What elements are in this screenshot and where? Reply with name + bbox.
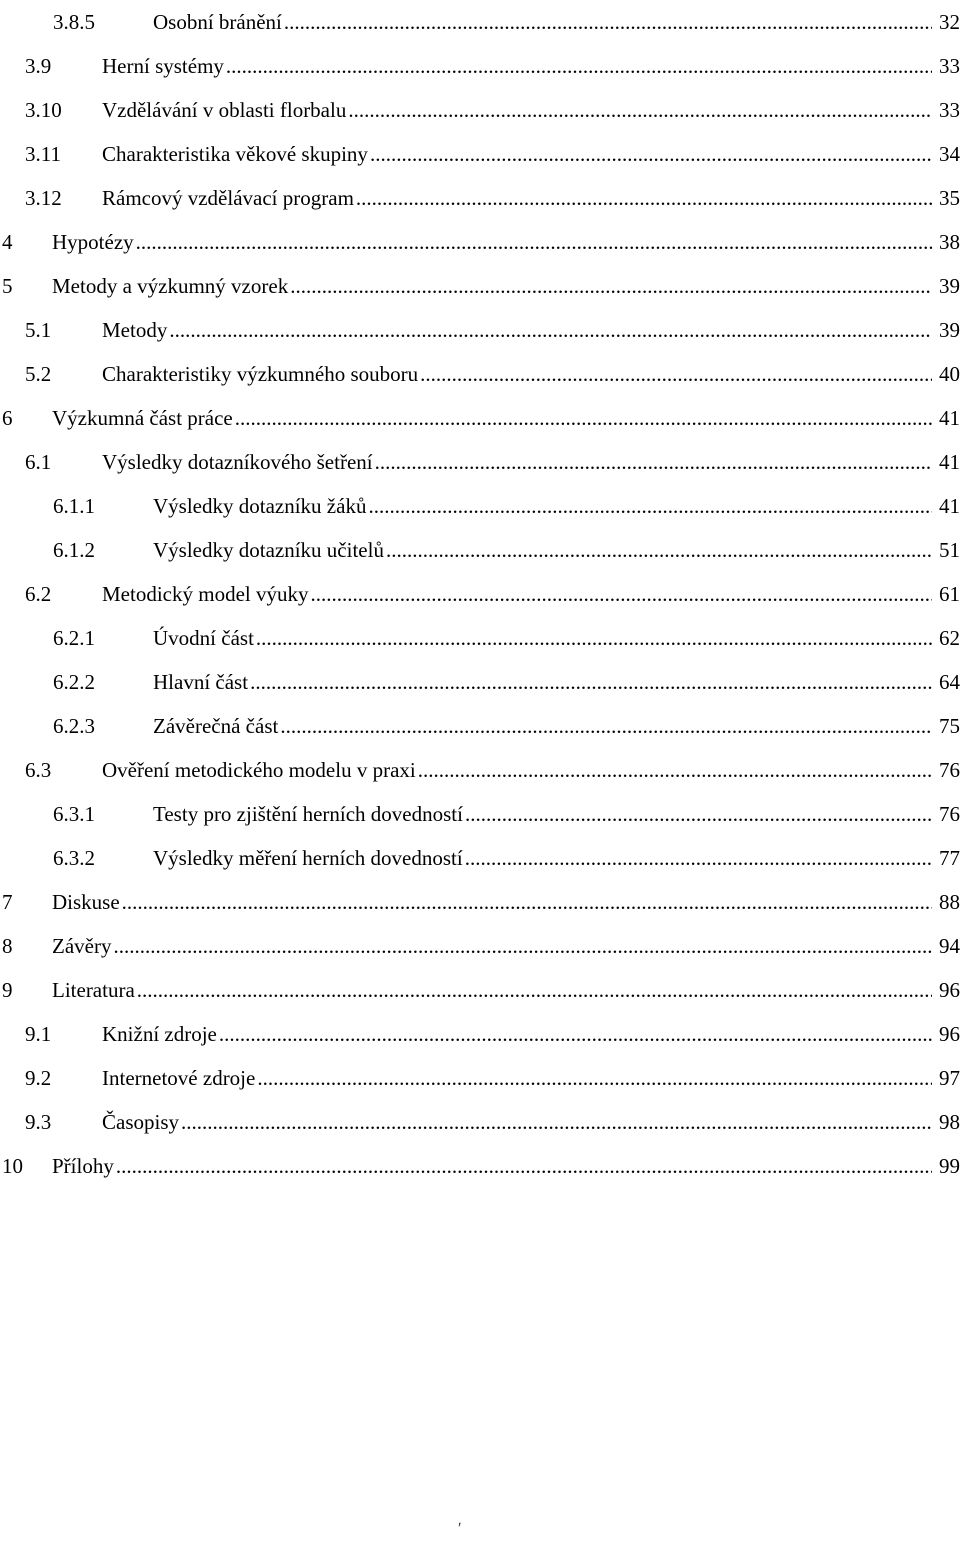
toc-entry[interactable] bbox=[0, 792, 960, 836]
toc-entry-number: 8 bbox=[2, 933, 13, 958]
toc-entry-number: 6.2.2 bbox=[53, 669, 95, 694]
toc-dot-leader bbox=[219, 1022, 932, 1047]
toc-entry-page-number: 64 bbox=[939, 669, 960, 694]
toc-entry-title: Literatura bbox=[52, 977, 135, 1002]
toc-entry-page-number: 39 bbox=[939, 273, 960, 298]
toc-entry-page-number: 35 bbox=[939, 185, 960, 210]
toc-entry[interactable] bbox=[0, 748, 960, 792]
toc-dot-leader bbox=[356, 186, 932, 211]
toc-entry[interactable] bbox=[0, 968, 960, 1012]
toc-entry-page-number: 34 bbox=[939, 141, 960, 166]
toc-dot-leader bbox=[226, 54, 932, 79]
toc-entry-title: Herní systémy bbox=[102, 53, 224, 78]
toc-entry-number: 6.3.2 bbox=[53, 845, 95, 870]
toc-entry-page-number: 61 bbox=[939, 581, 960, 606]
toc-dot-leader bbox=[418, 758, 932, 783]
toc-entry-number: 3.9 bbox=[25, 53, 52, 78]
toc-entry-title: Vzdělávání v oblasti florbalu bbox=[102, 97, 347, 122]
toc-dot-leader bbox=[465, 802, 932, 827]
toc-entry[interactable] bbox=[0, 396, 960, 440]
toc-entry-number: 4 bbox=[2, 229, 13, 254]
toc-dot-leader bbox=[348, 98, 932, 123]
toc-entry-title: Charakteristika věkové skupiny bbox=[102, 141, 368, 166]
toc-entry-number: 9.2 bbox=[25, 1065, 52, 1090]
toc-dot-leader bbox=[368, 494, 932, 519]
toc-entry-title: Výsledky měření herních dovedností bbox=[153, 845, 463, 870]
toc-entry-page-number: 33 bbox=[939, 97, 960, 122]
toc-dot-leader bbox=[310, 582, 932, 607]
toc-entry-number: 6.3 bbox=[25, 757, 52, 782]
toc-dot-leader bbox=[122, 890, 932, 915]
toc-entry-page-number: 96 bbox=[939, 977, 960, 1002]
page-footer-mark: ʹ bbox=[458, 1520, 462, 1537]
toc-entry-page-number: 39 bbox=[939, 317, 960, 342]
toc-entry[interactable] bbox=[0, 1100, 960, 1144]
toc-entry[interactable] bbox=[0, 440, 960, 484]
toc-dot-leader bbox=[113, 934, 932, 959]
toc-dot-leader bbox=[284, 10, 932, 35]
toc-entry-title: Internetové zdroje bbox=[102, 1065, 256, 1090]
toc-entry-number: 3.11 bbox=[25, 141, 61, 166]
toc-entry-title: Závěrečná část bbox=[153, 713, 279, 738]
toc-entry-title: Charakteristiky výzkumného souboru bbox=[102, 361, 419, 386]
toc-entry[interactable] bbox=[0, 836, 960, 880]
toc-entry-number: 3.10 bbox=[25, 97, 62, 122]
toc-entry[interactable] bbox=[0, 1056, 960, 1100]
toc-entry-number: 6.1.1 bbox=[53, 493, 95, 518]
toc-entry-page-number: 38 bbox=[939, 229, 960, 254]
toc-entry-title: Knižní zdroje bbox=[102, 1021, 217, 1046]
toc-entry[interactable] bbox=[0, 132, 960, 176]
toc-entry-page-number: 32 bbox=[939, 9, 960, 34]
toc-entry-title: Hypotézy bbox=[52, 229, 134, 254]
toc-entry[interactable] bbox=[0, 88, 960, 132]
toc-entry-title: Diskuse bbox=[52, 889, 120, 914]
toc-entry-page-number: 51 bbox=[939, 537, 960, 562]
toc-dot-leader bbox=[169, 318, 932, 343]
toc-entry[interactable] bbox=[0, 1012, 960, 1056]
toc-dot-leader bbox=[116, 1154, 932, 1179]
toc-entry-page-number: 99 bbox=[939, 1153, 960, 1178]
toc-entry-page-number: 33 bbox=[939, 53, 960, 78]
toc-entry-title: Metody bbox=[102, 317, 168, 342]
toc-dot-leader bbox=[136, 230, 932, 255]
toc-entry-page-number: 62 bbox=[939, 625, 960, 650]
toc-dot-leader bbox=[290, 274, 932, 299]
toc-entry-title: Závěry bbox=[52, 933, 112, 958]
toc-entry[interactable] bbox=[0, 880, 960, 924]
toc-entry-title: Rámcový vzdělávací program bbox=[102, 185, 354, 210]
toc-entry-title: Výzkumná část práce bbox=[52, 405, 233, 430]
toc-entry-page-number: 94 bbox=[939, 933, 960, 958]
toc-entry-title: Metodický model výuky bbox=[102, 581, 309, 606]
toc-dot-leader bbox=[420, 362, 932, 387]
toc-entry[interactable] bbox=[0, 660, 960, 704]
toc-entry[interactable] bbox=[0, 616, 960, 660]
toc-entry-number: 5 bbox=[2, 273, 13, 298]
toc-entry-page-number: 40 bbox=[939, 361, 960, 386]
toc-entry-number: 5.2 bbox=[25, 361, 52, 386]
toc-dot-leader bbox=[386, 538, 932, 563]
toc-dot-leader bbox=[235, 406, 932, 431]
toc-entry[interactable] bbox=[0, 352, 960, 396]
toc-entry-number: 5.1 bbox=[25, 317, 52, 342]
toc-entry[interactable] bbox=[0, 176, 960, 220]
toc-dot-leader bbox=[280, 714, 932, 739]
toc-entry-title: Testy pro zjištění herních dovedností bbox=[153, 801, 463, 826]
toc-entry-page-number: 98 bbox=[939, 1109, 960, 1134]
toc-entry-page-number: 76 bbox=[939, 801, 960, 826]
toc-entry-number: 6.2.1 bbox=[53, 625, 95, 650]
toc-dot-leader bbox=[181, 1110, 932, 1135]
toc-entry-number: 6.1.2 bbox=[53, 537, 95, 562]
toc-entry-page-number: 88 bbox=[939, 889, 960, 914]
toc-entry[interactable] bbox=[0, 704, 960, 748]
toc-entry-page-number: 96 bbox=[939, 1021, 960, 1046]
toc-entry-number: 7 bbox=[2, 889, 13, 914]
toc-entry-number: 10 bbox=[2, 1153, 23, 1178]
toc-entry-title: Ověření metodického modelu v praxi bbox=[102, 757, 416, 782]
toc-entry[interactable] bbox=[0, 1144, 960, 1188]
toc-entry-number: 6 bbox=[2, 405, 13, 430]
toc-entry[interactable] bbox=[0, 484, 960, 528]
toc-entry[interactable] bbox=[0, 528, 960, 572]
toc-entry-page-number: 76 bbox=[939, 757, 960, 782]
toc-entry-number: 3.8.5 bbox=[53, 9, 95, 34]
toc-entry-number: 6.2 bbox=[25, 581, 52, 606]
toc-entry-page-number: 41 bbox=[939, 449, 960, 474]
toc-entry[interactable] bbox=[0, 572, 960, 616]
toc-entry[interactable] bbox=[0, 924, 960, 968]
toc-dot-leader bbox=[257, 1066, 932, 1091]
toc-dot-leader bbox=[370, 142, 932, 167]
toc-entry-number: 6.1 bbox=[25, 449, 52, 474]
toc-entry-title: Výsledky dotazníku učitelů bbox=[153, 537, 384, 562]
toc-dot-leader bbox=[137, 978, 932, 1003]
toc-entry-title: Hlavní část bbox=[153, 669, 249, 694]
toc-entry-page-number: 41 bbox=[939, 493, 960, 518]
toc-entry-title: Úvodní část bbox=[153, 625, 254, 650]
toc-entry-page-number: 77 bbox=[939, 845, 960, 870]
toc-entry-number: 6.3.1 bbox=[53, 801, 95, 826]
toc-dot-leader bbox=[465, 846, 932, 871]
toc-entry[interactable] bbox=[0, 44, 960, 88]
toc-entry-page-number: 97 bbox=[939, 1065, 960, 1090]
toc-entry-page-number: 75 bbox=[939, 713, 960, 738]
toc-entry-number: 9.3 bbox=[25, 1109, 52, 1134]
toc-entry-title: Přílohy bbox=[52, 1153, 114, 1178]
toc-entry[interactable] bbox=[0, 220, 960, 264]
toc-entry-title: Metody a výzkumný vzorek bbox=[52, 273, 289, 298]
toc-dot-leader bbox=[256, 626, 932, 651]
toc-dot-leader bbox=[375, 450, 932, 475]
toc-entry-number: 9.1 bbox=[25, 1021, 52, 1046]
toc-entry-number: 9 bbox=[2, 977, 13, 1002]
toc-entry[interactable] bbox=[0, 308, 960, 352]
toc-entry-title: Výsledky dotazníku žáků bbox=[153, 493, 367, 518]
toc-entry-title: Výsledky dotazníkového šetření bbox=[102, 449, 373, 474]
toc-entry-title: Osobní bránění bbox=[153, 9, 282, 34]
toc-entry-page-number: 41 bbox=[939, 405, 960, 430]
toc-entry-number: 3.12 bbox=[25, 185, 62, 210]
toc-entry[interactable] bbox=[0, 264, 960, 308]
toc-dot-leader bbox=[250, 670, 932, 695]
toc-entry-number: 6.2.3 bbox=[53, 713, 95, 738]
toc-entry[interactable] bbox=[0, 0, 960, 44]
toc-entry-title: Časopisy bbox=[102, 1109, 180, 1134]
